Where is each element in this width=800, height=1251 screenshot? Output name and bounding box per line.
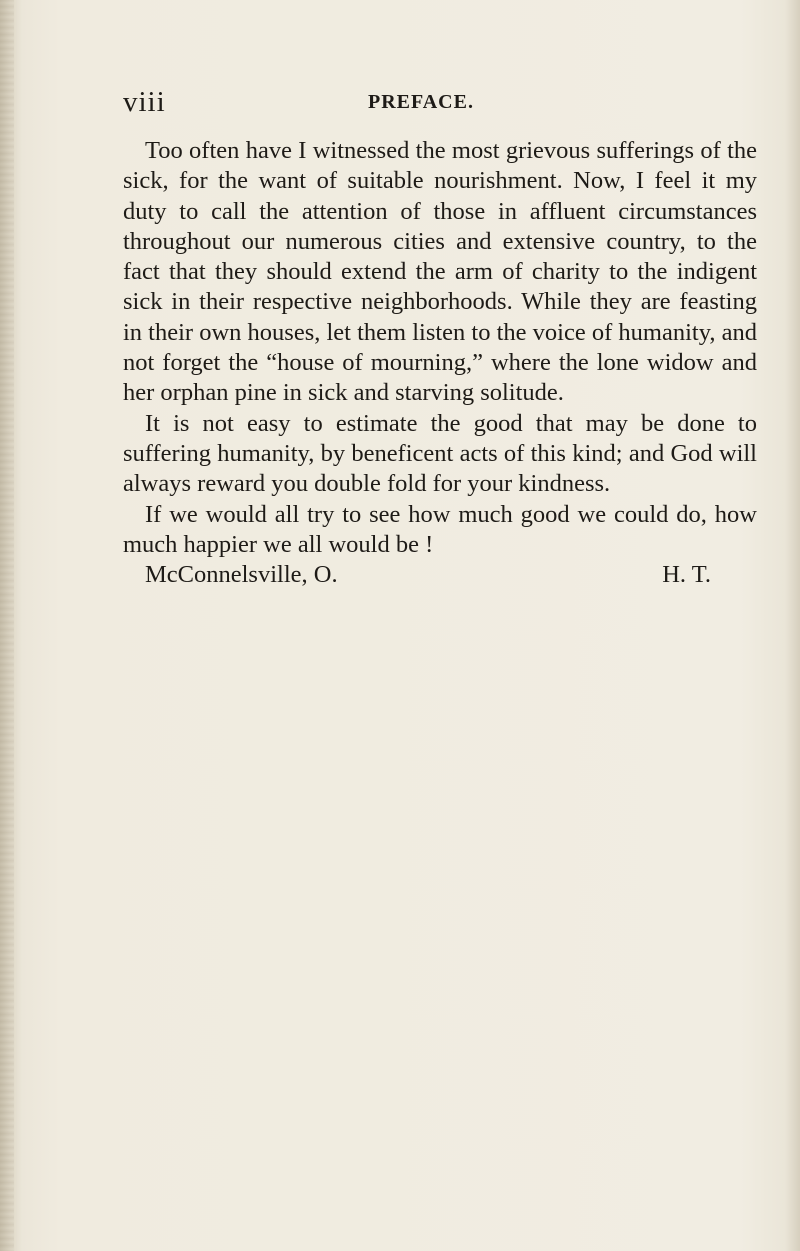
signature-line bbox=[123, 560, 757, 590]
page-number: viii bbox=[123, 86, 166, 118]
paragraph: Too often have I witnessed the most grievous sufferings of the sick, for the want of suitable nourishment. Now, I feel it my duty to call the attention of those in affluent circumstances throughout our numerous cities and extensive country, to the fact that they should extend the arm of charity to the indigent sick in their respective neighborhoods. While they are feasting in their own houses, let them listen to the voice of humanity, and not forget the “house of mourning,” where the lone widow and her orphan pine in sick and starving solitude. bbox=[123, 137, 757, 407]
running-head: PREFACE. bbox=[368, 91, 474, 113]
page-gutter bbox=[0, 0, 14, 1251]
signature-initials: H. T. bbox=[662, 561, 711, 589]
paragraph: If we would all try to see how much good we could do, how much happier we all would be ! bbox=[123, 500, 757, 558]
signature-place: McConnelsville, O. bbox=[145, 561, 338, 589]
preface-text bbox=[123, 136, 757, 590]
page-header bbox=[123, 86, 763, 122]
paragraph: It is not easy to estimate the good that may be done to suffering humanity, by beneficent acts of this kind; and God will always reward you double fold for your kindness. bbox=[123, 409, 757, 498]
